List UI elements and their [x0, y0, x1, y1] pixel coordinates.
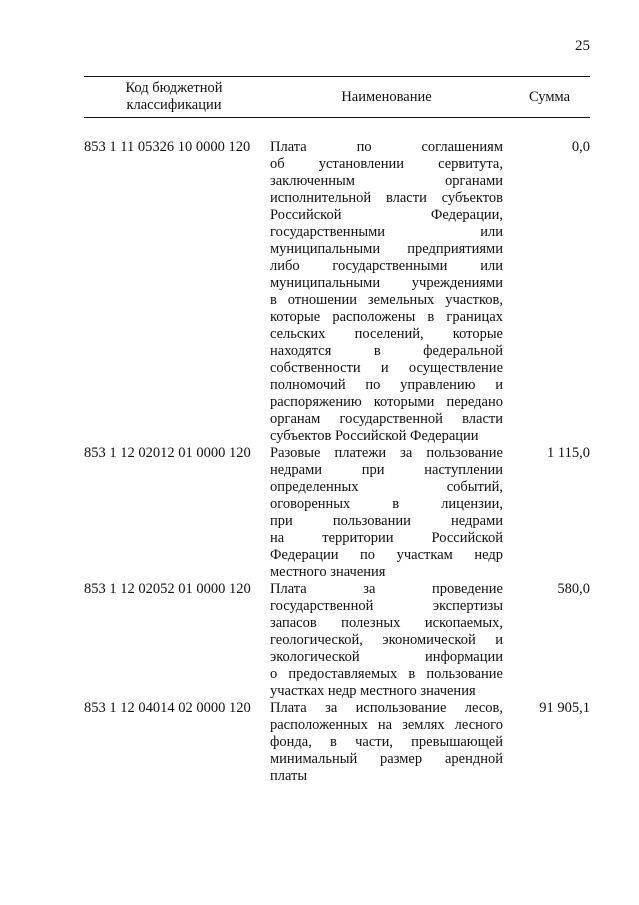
row-name-line: об установлении сервитута, — [270, 156, 503, 172]
row-name-line: исполнительной власти субъектов — [270, 190, 503, 206]
row-name-line: Плата за проведение — [270, 581, 503, 597]
row-name-line: либо государственными или — [270, 258, 503, 274]
row-name-line: сельских поселений, которые — [270, 326, 503, 342]
row-sum: 1 115,0 — [547, 445, 590, 461]
row-name — [270, 139, 503, 445]
row-name-line: фонда, в части, превышающей — [270, 734, 503, 750]
row-name-line: Федерации по участкам недр — [270, 547, 503, 563]
row-name — [270, 700, 503, 785]
row-name-line: участках недр местного значения — [270, 683, 476, 699]
row-name-line: государственными или — [270, 224, 503, 240]
table-row — [84, 700, 590, 785]
row-name-line: в отношении земельных участков, — [270, 292, 503, 308]
row-name-line: запасов полезных ископаемых, — [270, 615, 503, 631]
row-name-line: муниципальными предприятиями — [270, 241, 503, 257]
row-code: 853 1 12 02012 01 0000 120 — [84, 445, 251, 461]
row-name-line: муниципальными учреждениями — [270, 275, 503, 291]
table-row — [84, 581, 590, 700]
row-name-line: платы — [270, 768, 308, 784]
row-name — [270, 581, 503, 700]
header-sum: Сумма — [528, 88, 571, 105]
row-name-line: заключенным органами — [270, 173, 503, 189]
row-code: 853 1 12 02052 01 0000 120 — [84, 581, 251, 597]
row-name-line: полномочий по управлению и — [270, 377, 503, 393]
budget-table — [84, 76, 590, 785]
row-sum: 580,0 — [557, 581, 590, 597]
header-name: Наименование — [341, 88, 432, 105]
row-name-line: о предоставляемых в пользование — [270, 666, 503, 682]
table-row — [84, 445, 590, 581]
row-name-line: на территории Российской — [270, 530, 503, 546]
row-name-line: собственности и осуществление — [270, 360, 503, 376]
row-sum: 0,0 — [571, 139, 590, 155]
row-name-line: Плата по соглашениям — [270, 139, 503, 155]
row-name-line: минимальный размер арендной — [270, 751, 503, 767]
row-name-line: при пользовании недрами — [270, 513, 503, 529]
row-name-line: геологической, экономической и — [270, 632, 503, 648]
table-body — [84, 139, 590, 785]
header-code: Код бюджетной классификации — [125, 80, 223, 113]
row-name-line: местного значения — [270, 564, 386, 580]
row-name-line: расположенных на землях лесного — [270, 717, 503, 733]
row-name-line: находятся в федеральной — [270, 343, 503, 359]
row-name-line: оговоренных в лицензии, — [270, 496, 503, 512]
row-code: 853 1 11 05326 10 0000 120 — [84, 139, 251, 155]
row-name-line: Плата за использование лесов, — [270, 700, 503, 716]
row-name-line: государственной экспертизы — [270, 598, 503, 614]
row-name-line: Российской Федерации, — [270, 207, 503, 223]
row-name-line: субъектов Российской Федерации — [270, 428, 479, 444]
page-number: 25 — [575, 38, 590, 54]
row-name-line: Разовые платежи за пользование — [270, 445, 503, 461]
row-name-line: определенных событий, — [270, 479, 503, 495]
table-header — [84, 76, 590, 118]
row-name — [270, 445, 503, 581]
row-sum: 91 905,1 — [539, 700, 590, 716]
table-row — [84, 139, 590, 445]
row-name-line: распоряжению которыми передано — [270, 394, 503, 410]
row-name-line: экологической информации — [270, 649, 503, 665]
row-name-line: недрами при наступлении — [270, 462, 503, 478]
row-name-line: органам государственной власти — [270, 411, 503, 427]
row-name-line: которые расположены в границах — [270, 309, 503, 325]
row-code: 853 1 12 04014 02 0000 120 — [84, 700, 251, 716]
